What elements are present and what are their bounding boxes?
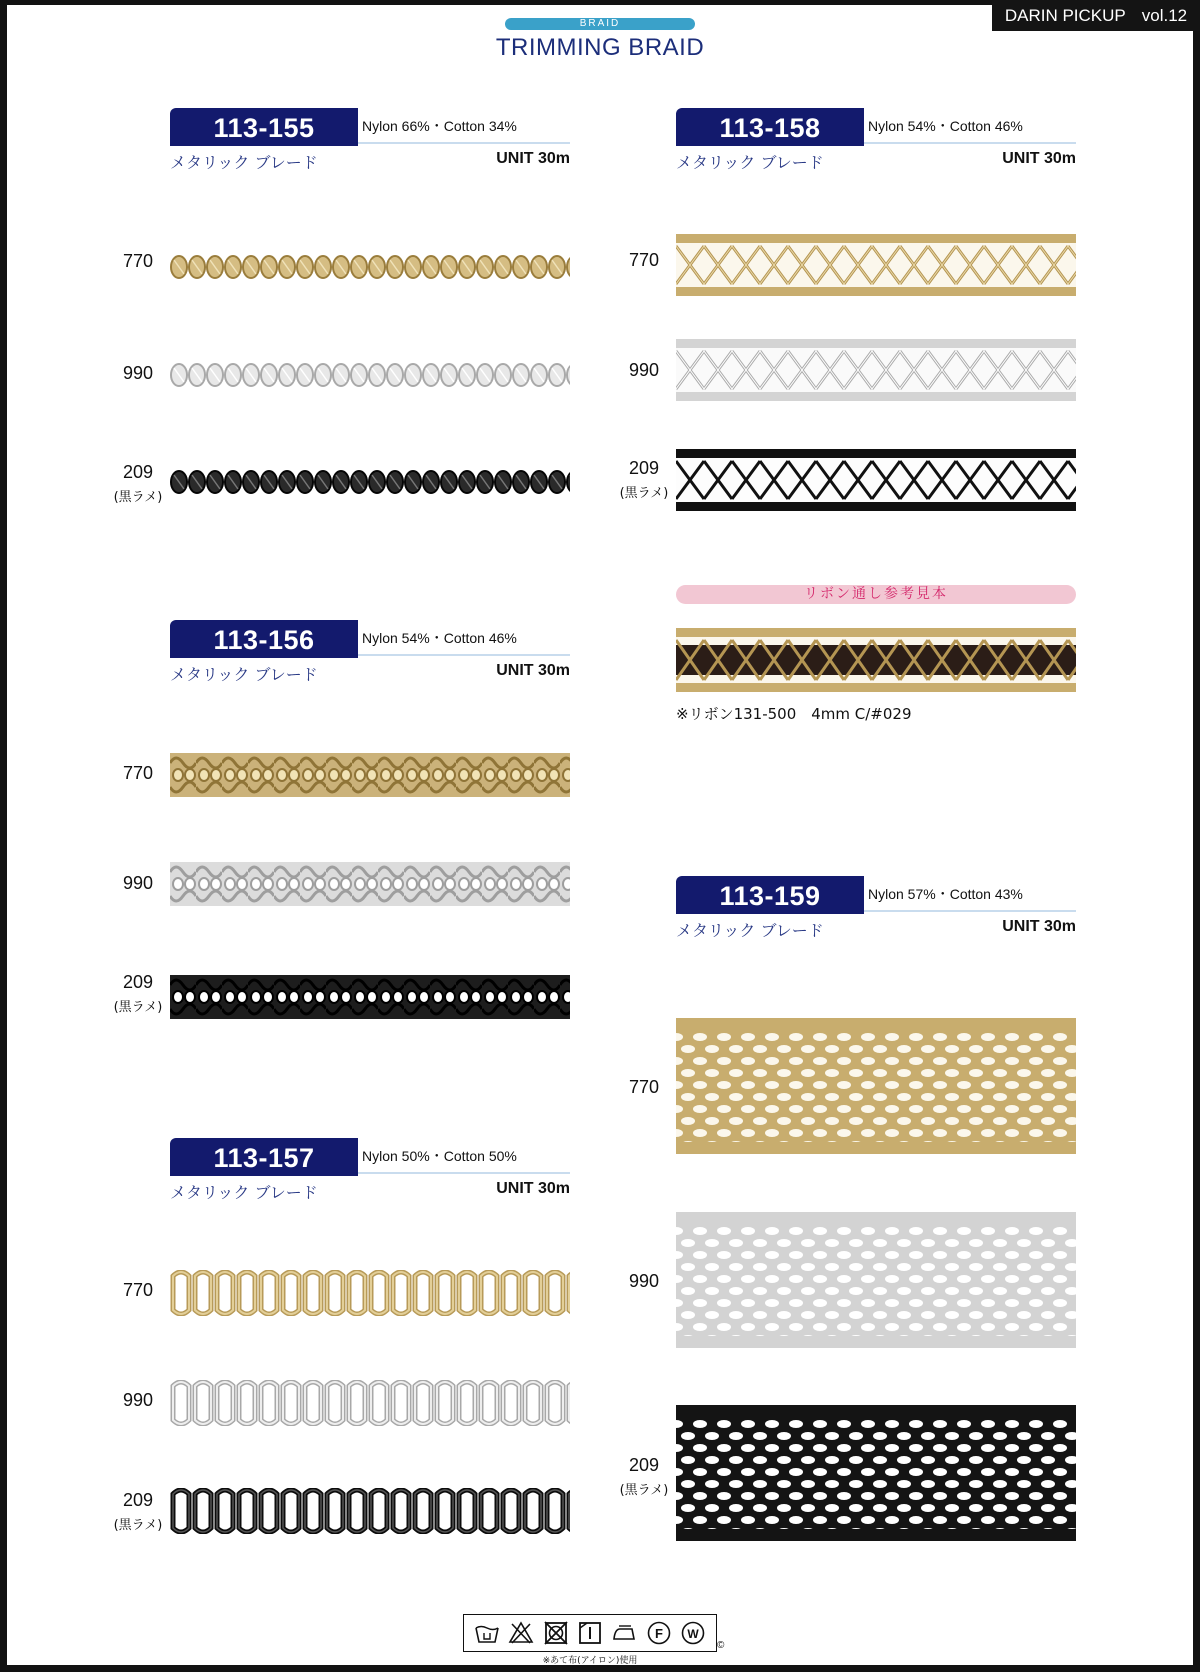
swatch-113-156-990 xyxy=(170,862,570,906)
color-code: 209 xyxy=(628,1455,660,1475)
color-sub: (黒ラメ) xyxy=(619,1483,669,1498)
catalog-name: DARIN PICKUP xyxy=(1004,5,1126,25)
product-113-159 xyxy=(676,876,1076,940)
product-unit: UNIT 30m xyxy=(1002,918,1076,935)
svg-text:W: W xyxy=(687,1627,699,1641)
product-code: 113-155 xyxy=(170,108,358,146)
iron-low-icon xyxy=(611,1620,637,1646)
product-material: Nylon 66%・Cotton 34% xyxy=(362,118,517,134)
color-code: 990 xyxy=(122,363,154,383)
page-title: TRIMMING BRAID xyxy=(495,34,705,61)
swatch-113-156-770 xyxy=(170,753,570,797)
catalog-tag xyxy=(992,0,1200,31)
product-unit: UNIT 30m xyxy=(1002,150,1076,167)
color-code: 209 xyxy=(628,458,660,478)
swatch-113-159-770 xyxy=(676,1018,1076,1154)
product-113-158 xyxy=(676,108,1076,172)
product-unit: UNIT 30m xyxy=(496,150,570,167)
swatch-113-155-209 xyxy=(170,465,570,499)
divider xyxy=(358,1172,570,1174)
product-code: 113-158 xyxy=(676,108,864,146)
divider xyxy=(864,142,1076,144)
no-tumble-dry-icon xyxy=(543,1620,569,1646)
color-code: 209 xyxy=(122,462,154,482)
ribbon-reference-note: ※リボン131-500 4mm C/#029 xyxy=(676,705,912,723)
swatch-113-159-209 xyxy=(676,1405,1076,1541)
svg-text:F: F xyxy=(654,1626,663,1641)
copyright-mark: © xyxy=(717,1640,725,1651)
product-type: メタリック ブレード xyxy=(676,921,824,940)
care-symbols xyxy=(463,1614,717,1652)
swatch-113-159-990 xyxy=(676,1212,1076,1348)
product-type: メタリック ブレード xyxy=(170,1183,318,1202)
ribbon-reference-label: リボン通し参考見本 xyxy=(676,585,1076,604)
product-113-156 xyxy=(170,620,570,684)
product-material: Nylon 54%・Cotton 46% xyxy=(362,630,517,646)
catalog-volume: vol.12 xyxy=(1141,5,1188,25)
product-unit: UNIT 30m xyxy=(496,662,570,679)
product-type: メタリック ブレード xyxy=(676,153,824,172)
color-code: 770 xyxy=(122,763,154,783)
swatch-113-157-209 xyxy=(170,1488,570,1534)
swatch-113-156-209 xyxy=(170,975,570,1019)
color-code: 990 xyxy=(628,1271,660,1291)
care-note: ※あて布(アイロン)使用 xyxy=(542,1656,638,1666)
divider xyxy=(864,910,1076,912)
divider xyxy=(358,654,570,656)
swatch-113-158-770 xyxy=(676,234,1076,296)
color-code: 770 xyxy=(628,250,660,270)
swatch-113-158-209 xyxy=(676,449,1076,511)
color-code: 990 xyxy=(122,873,154,893)
product-113-155 xyxy=(170,108,570,172)
color-sub: (黒ラメ) xyxy=(113,1518,163,1533)
color-code: 209 xyxy=(122,972,154,992)
hang-dry-icon xyxy=(577,1620,603,1646)
no-bleach-icon xyxy=(508,1620,534,1646)
color-sub: (黒ラメ) xyxy=(113,1000,163,1015)
product-material: Nylon 54%・Cotton 46% xyxy=(868,118,1023,134)
swatch-113-157-770 xyxy=(170,1270,570,1316)
product-material: Nylon 57%・Cotton 43% xyxy=(868,886,1023,902)
wash-30-icon xyxy=(474,1620,500,1646)
swatch-113-157-990 xyxy=(170,1380,570,1426)
dry-clean-f-icon xyxy=(646,1620,672,1646)
product-unit: UNIT 30m xyxy=(496,1180,570,1197)
product-code: 113-156 xyxy=(170,620,358,658)
category-pill: BRAID xyxy=(505,18,695,30)
swatch-113-155-990 xyxy=(170,358,570,392)
divider xyxy=(358,142,570,144)
product-code: 113-159 xyxy=(676,876,864,914)
color-sub: (黒ラメ) xyxy=(113,490,163,505)
product-type: メタリック ブレード xyxy=(170,153,318,172)
product-material: Nylon 50%・Cotton 50% xyxy=(362,1148,517,1164)
color-code: 770 xyxy=(122,251,154,271)
swatch-113-155-770 xyxy=(170,250,570,284)
color-code: 990 xyxy=(628,360,660,380)
product-113-157 xyxy=(170,1138,570,1202)
color-sub: (黒ラメ) xyxy=(619,486,669,501)
color-code: 770 xyxy=(628,1077,660,1097)
product-code: 113-157 xyxy=(170,1138,358,1176)
wet-clean-w-icon xyxy=(680,1620,706,1646)
ribbon-reference-sample xyxy=(676,628,1076,692)
swatch-113-158-990 xyxy=(676,339,1076,401)
color-code: 770 xyxy=(122,1280,154,1300)
color-code: 990 xyxy=(122,1390,154,1410)
product-type: メタリック ブレード xyxy=(170,665,318,684)
color-code: 209 xyxy=(122,1490,154,1510)
